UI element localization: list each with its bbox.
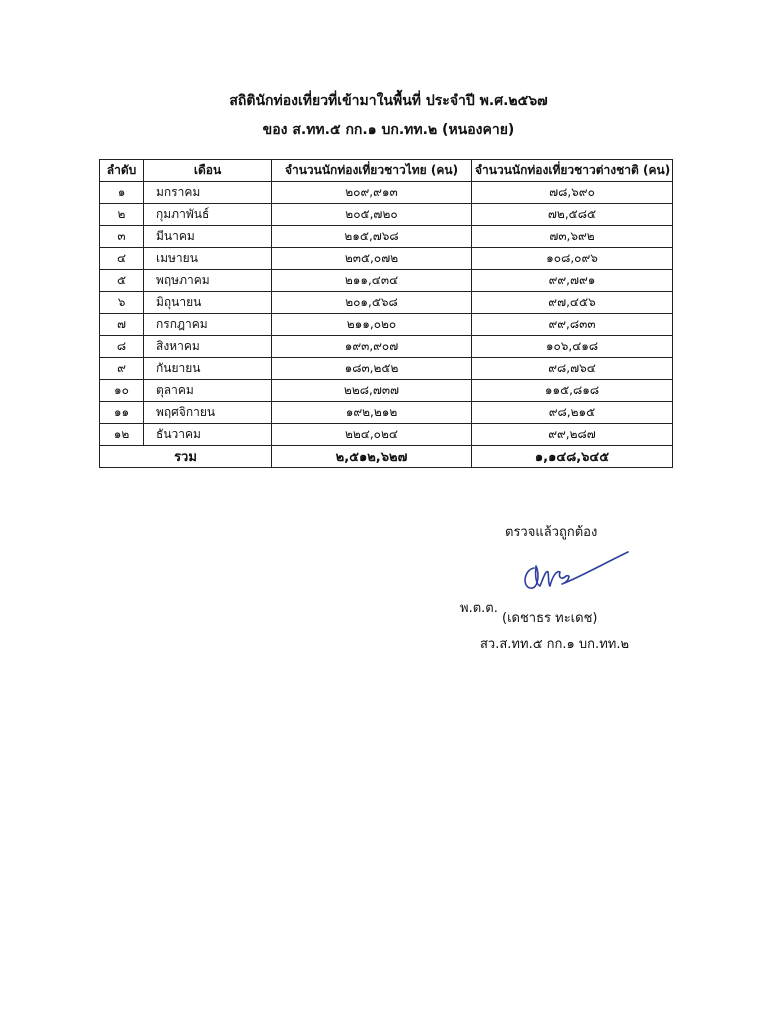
row-number: ๘ xyxy=(100,336,144,358)
total-row xyxy=(100,446,673,468)
table-row xyxy=(100,270,673,292)
row-number: ๖ xyxy=(100,292,144,314)
verification-note: ตรวจแล้วถูกต้อง xyxy=(505,525,598,540)
row-thai-count: ๒๑๕,๗๖๘ xyxy=(272,226,472,248)
table-row xyxy=(100,204,673,226)
row-thai-count: ๑๘๓,๒๕๒ xyxy=(272,358,472,380)
row-number: ๑๒ xyxy=(100,424,144,446)
row-month: มกราคม xyxy=(144,182,272,204)
table-row xyxy=(100,402,673,424)
document-subtitle: ของ ส.ทท.๕ กก.๑ บก.ทท.๒ (หนองคาย) xyxy=(262,122,515,138)
table-row xyxy=(100,314,673,336)
row-month: ตุลาคม xyxy=(144,380,272,402)
signer-position: สว.ส.ทท.๕ กก.๑ บก.ทท.๒ xyxy=(480,637,630,652)
table-row xyxy=(100,226,673,248)
table-row xyxy=(100,248,673,270)
signer-rank: พ.ต.ต. xyxy=(460,601,498,616)
row-thai-count: ๒๒๔,๐๒๔ xyxy=(272,424,472,446)
row-month: กันยายน xyxy=(144,358,272,380)
row-foreign-count: ๙๗,๔๕๖ xyxy=(472,292,673,314)
row-thai-count: ๑๙๒,๒๑๒ xyxy=(272,402,472,424)
row-foreign-count: ๙๘,๒๑๕ xyxy=(472,402,673,424)
column-header-foreign: จำนวนนักท่องเที่ยวชาวต่างชาติ (คน) xyxy=(472,160,673,182)
row-number: ๙ xyxy=(100,358,144,380)
row-number: ๑๑ xyxy=(100,402,144,424)
row-month: ธันวาคม xyxy=(144,424,272,446)
tourist-statistics-table xyxy=(99,159,673,468)
total-foreign-count: ๑,๑๔๘,๖๔๕ xyxy=(472,446,673,468)
row-month: กรกฎาคม xyxy=(144,314,272,336)
row-foreign-count: ๗๒,๕๘๕ xyxy=(472,204,673,226)
row-number: ๑ xyxy=(100,182,144,204)
signer-name: (เดชาธร ทะเดช) xyxy=(502,611,598,626)
row-foreign-count: ๑๑๕,๘๑๘ xyxy=(472,380,673,402)
column-header-thai: จำนวนนักท่องเที่ยวชาวไทย (คน) xyxy=(272,160,472,182)
total-thai-count: ๒,๕๑๒,๖๒๗ xyxy=(272,446,472,468)
handwritten-signature xyxy=(518,546,633,596)
row-month: พฤษภาคม xyxy=(144,270,272,292)
table-row xyxy=(100,358,673,380)
table-row xyxy=(100,380,673,402)
column-header-no: ลำดับ xyxy=(100,160,144,182)
row-foreign-count: ๙๙,๘๓๓ xyxy=(472,314,673,336)
row-foreign-count: ๙๙,๗๙๑ xyxy=(472,270,673,292)
table-row xyxy=(100,424,673,446)
row-foreign-count: ๑๐๖,๔๑๘ xyxy=(472,336,673,358)
row-foreign-count: ๙๘,๗๖๔ xyxy=(472,358,673,380)
row-thai-count: ๒๓๕,๐๗๒ xyxy=(272,248,472,270)
row-thai-count: ๑๙๓,๙๐๗ xyxy=(272,336,472,358)
document-title: สถิตินักท่องเที่ยวที่เข้ามาในพื้นที่ ประจำปี พ.ศ.๒๕๖๗ xyxy=(229,93,548,109)
row-number: ๕ xyxy=(100,270,144,292)
row-month: พฤศจิกายน xyxy=(144,402,272,424)
row-number: ๑๐ xyxy=(100,380,144,402)
row-number: ๓ xyxy=(100,226,144,248)
row-number: ๔ xyxy=(100,248,144,270)
row-thai-count: ๒๒๘,๗๓๗ xyxy=(272,380,472,402)
row-number: ๗ xyxy=(100,314,144,336)
row-number: ๒ xyxy=(100,204,144,226)
row-month: กุมภาพันธ์ xyxy=(144,204,272,226)
total-label: รวม xyxy=(100,446,272,468)
row-month: มิถุนายน xyxy=(144,292,272,314)
row-thai-count: ๒๐๑,๕๖๘ xyxy=(272,292,472,314)
row-month: เมษายน xyxy=(144,248,272,270)
row-foreign-count: ๑๐๘,๐๙๖ xyxy=(472,248,673,270)
row-foreign-count: ๗๘,๖๙๐ xyxy=(472,182,673,204)
row-month: มีนาคม xyxy=(144,226,272,248)
table-row xyxy=(100,292,673,314)
column-header-month: เดือน xyxy=(144,160,272,182)
row-month: สิงหาคม xyxy=(144,336,272,358)
row-foreign-count: ๙๙,๒๘๗ xyxy=(472,424,673,446)
table-row xyxy=(100,182,673,204)
row-thai-count: ๒๐๙,๙๑๓ xyxy=(272,182,472,204)
row-thai-count: ๒๑๑,๐๒๐ xyxy=(272,314,472,336)
row-thai-count: ๒๑๑,๔๓๔ xyxy=(272,270,472,292)
table-header-row xyxy=(100,160,673,182)
row-thai-count: ๒๐๕,๗๒๐ xyxy=(272,204,472,226)
table-row xyxy=(100,336,673,358)
row-foreign-count: ๗๓,๖๙๒ xyxy=(472,226,673,248)
